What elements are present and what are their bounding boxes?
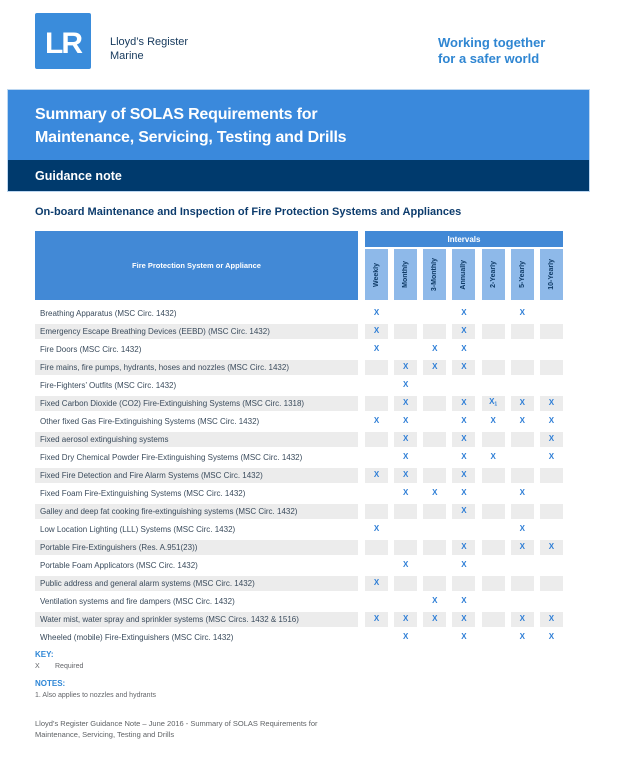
interval-mark-cell bbox=[482, 594, 505, 609]
system-name-cell: Fixed Foam Fire-Extinguishing Systems (MSC Circ. 1432) bbox=[40, 488, 246, 498]
system-column-header: Fire Protection System or Appliance bbox=[35, 231, 358, 300]
interval-marks bbox=[365, 448, 563, 466]
interval-mark-cell bbox=[540, 432, 563, 447]
required-mark: $X_1$ bbox=[489, 397, 498, 408]
interval-mark-cell bbox=[394, 612, 417, 627]
interval-mark-cell bbox=[511, 504, 534, 519]
required-mark: X bbox=[373, 524, 380, 533]
interval-mark-cell bbox=[452, 630, 475, 645]
interval-mark-cell bbox=[482, 522, 505, 537]
interval-mark-cell bbox=[482, 396, 505, 411]
system-name-cell: Emergency Escape Breathing Devices (EEBD) (MSC Circ. 1432) bbox=[35, 324, 358, 339]
interval-marks bbox=[365, 322, 563, 340]
interval-mark-cell bbox=[365, 540, 388, 555]
required-mark: X bbox=[461, 452, 467, 461]
required-mark: X bbox=[432, 596, 438, 605]
interval-mark-cell bbox=[394, 324, 417, 339]
interval-mark-cell bbox=[365, 324, 388, 339]
system-name-cell: Wheeled (mobile) Fire-Extinguishers (MSC Circ. 1432) bbox=[40, 632, 234, 642]
interval-mark-cell bbox=[452, 342, 475, 357]
required-mark: X bbox=[461, 416, 467, 425]
interval-mark-cell bbox=[394, 522, 417, 537]
table-row bbox=[35, 502, 563, 520]
title-banner bbox=[8, 90, 589, 160]
document-title bbox=[8, 90, 589, 149]
required-mark: X bbox=[548, 452, 555, 461]
interval-column-label: Annually bbox=[460, 259, 468, 290]
interval-mark-cell bbox=[423, 612, 446, 627]
interval-mark-cell bbox=[452, 576, 475, 591]
table-row bbox=[35, 448, 563, 466]
interval-mark-cell bbox=[394, 576, 417, 591]
interval-mark-cell bbox=[423, 414, 446, 429]
required-mark: X bbox=[461, 596, 467, 605]
interval-mark-cell bbox=[452, 486, 475, 501]
interval-mark-cell bbox=[423, 576, 446, 591]
system-name-cell: Public address and general alarm systems (MSC Circ. 1432) bbox=[35, 576, 358, 591]
interval-mark-cell bbox=[365, 612, 388, 627]
interval-mark-cell bbox=[394, 360, 417, 375]
interval-marks bbox=[365, 304, 563, 322]
interval-mark-cell bbox=[365, 630, 388, 645]
key-meaning: Required bbox=[55, 663, 84, 670]
table-row bbox=[35, 358, 563, 376]
table-row bbox=[35, 538, 563, 556]
interval-mark-cell bbox=[452, 360, 475, 375]
interval-mark-cell bbox=[365, 306, 388, 321]
interval-mark-cell bbox=[511, 396, 534, 411]
required-mark: X bbox=[548, 632, 555, 641]
required-mark: X bbox=[519, 614, 525, 623]
interval-mark-cell bbox=[394, 486, 417, 501]
required-mark: X bbox=[519, 398, 525, 407]
required-mark: X bbox=[461, 326, 467, 335]
interval-column-header bbox=[423, 249, 446, 300]
system-name-cell: Other fixed Gas Fire-Extinguishing Systems (MSC Circ. 1432) bbox=[40, 416, 260, 426]
tagline-line1: Working together bbox=[438, 35, 546, 50]
system-name-cell: Low Location Lighting (LLL) Systems (MSC Circ. 1432) bbox=[40, 524, 236, 534]
required-mark: X bbox=[373, 308, 380, 317]
key-label: KEY: bbox=[35, 650, 54, 659]
interval-mark-cell bbox=[394, 594, 417, 609]
key-entry bbox=[35, 663, 83, 670]
interval-mark-cell bbox=[511, 522, 534, 537]
interval-column-label: 10-Yearly bbox=[547, 259, 555, 290]
system-name-cell: Fire mains, fire pumps, hydrants, hoses and nozzles (MSC Circ. 1432) bbox=[35, 360, 358, 375]
table-row bbox=[35, 592, 563, 610]
interval-mark-cell bbox=[423, 342, 446, 357]
interval-marks bbox=[365, 412, 563, 430]
interval-mark-cell bbox=[394, 540, 417, 555]
interval-mark-cell bbox=[482, 378, 505, 393]
guidance-note-bar: Guidance note bbox=[8, 160, 589, 191]
interval-column-header bbox=[365, 249, 388, 300]
title-banner-group bbox=[8, 90, 589, 191]
lloyds-register-logo bbox=[35, 13, 91, 69]
interval-mark-cell bbox=[423, 432, 446, 447]
interval-mark-cell bbox=[540, 450, 563, 465]
required-mark: X bbox=[402, 380, 409, 389]
required-mark: X bbox=[373, 578, 380, 587]
required-mark: X bbox=[519, 632, 525, 641]
interval-mark-cell bbox=[482, 630, 505, 645]
interval-mark-cell bbox=[365, 342, 388, 357]
required-mark: X bbox=[402, 560, 409, 569]
system-name-cell: Fixed Carbon Dioxide (CO2) Fire-Extinguishing Systems (MSC Circ. 1318) bbox=[35, 396, 358, 411]
interval-mark-cell bbox=[540, 306, 563, 321]
interval-mark-cell bbox=[482, 612, 505, 627]
interval-mark-cell bbox=[511, 306, 534, 321]
system-name-cell: Fixed Fire Detection and Fire Alarm Systems (MSC Circ. 1432) bbox=[35, 468, 358, 483]
table-row bbox=[35, 484, 563, 502]
interval-mark-cell bbox=[540, 324, 563, 339]
interval-column-header bbox=[452, 249, 475, 300]
interval-marks bbox=[365, 502, 563, 520]
interval-mark-cell bbox=[365, 378, 388, 393]
interval-mark-cell bbox=[540, 594, 563, 609]
interval-mark-cell bbox=[482, 486, 505, 501]
required-mark: X bbox=[373, 326, 380, 335]
table-row bbox=[35, 430, 563, 448]
interval-mark-cell bbox=[394, 306, 417, 321]
interval-mark-cell bbox=[540, 630, 563, 645]
interval-marks bbox=[365, 628, 563, 646]
required-mark: X bbox=[402, 470, 409, 479]
table-row bbox=[35, 376, 563, 394]
interval-mark-cell bbox=[482, 414, 505, 429]
interval-column-label: 5-Yearly bbox=[518, 261, 526, 288]
table-row bbox=[35, 322, 563, 340]
interval-marks bbox=[365, 538, 563, 556]
interval-column-headers bbox=[365, 249, 563, 300]
interval-mark-cell bbox=[511, 324, 534, 339]
required-mark: X bbox=[432, 362, 438, 371]
interval-mark-cell bbox=[423, 594, 446, 609]
required-mark: X bbox=[402, 398, 409, 407]
interval-marks bbox=[365, 340, 563, 358]
interval-mark-cell bbox=[394, 504, 417, 519]
system-name-cell: Fixed aerosol extinguishing systems bbox=[35, 432, 358, 447]
system-name-cell: Portable Fire-Extinguishers (Res. A.951(23)) bbox=[35, 540, 358, 555]
required-mark: X bbox=[519, 416, 525, 425]
interval-marks bbox=[365, 394, 563, 412]
table-row bbox=[35, 304, 563, 322]
system-name-cell: Fire Doors (MSC Circ. 1432) bbox=[40, 344, 142, 354]
interval-mark-cell bbox=[511, 630, 534, 645]
interval-mark-cell bbox=[365, 504, 388, 519]
interval-mark-cell bbox=[423, 558, 446, 573]
interval-marks bbox=[365, 484, 563, 502]
required-mark: X bbox=[548, 416, 555, 425]
required-mark: X bbox=[373, 344, 380, 353]
interval-mark-cell bbox=[365, 594, 388, 609]
interval-mark-cell bbox=[394, 432, 417, 447]
required-mark: X bbox=[548, 434, 555, 443]
interval-mark-cell bbox=[365, 558, 388, 573]
interval-mark-cell bbox=[540, 576, 563, 591]
interval-mark-cell bbox=[452, 504, 475, 519]
interval-mark-cell bbox=[452, 450, 475, 465]
interval-mark-cell bbox=[511, 360, 534, 375]
interval-mark-cell bbox=[394, 468, 417, 483]
system-name-cell: Water mist, water spray and sprinkler systems (MSC Circs. 1432 & 1516) bbox=[35, 612, 358, 627]
interval-mark-cell bbox=[452, 558, 475, 573]
interval-mark-cell bbox=[365, 360, 388, 375]
required-mark: X bbox=[461, 614, 467, 623]
required-mark: X bbox=[432, 488, 438, 497]
system-name-cell: Portable Foam Applicators (MSC Circ. 1432) bbox=[40, 560, 198, 570]
required-mark: X bbox=[402, 416, 409, 425]
interval-mark-cell bbox=[394, 414, 417, 429]
interval-marks bbox=[365, 592, 563, 610]
interval-mark-cell bbox=[540, 414, 563, 429]
svg-text:LR: LR bbox=[45, 27, 81, 60]
required-mark: X bbox=[519, 488, 525, 497]
required-mark: X bbox=[402, 632, 409, 641]
required-mark: X bbox=[461, 506, 467, 515]
interval-mark-cell bbox=[511, 378, 534, 393]
interval-mark-cell bbox=[365, 486, 388, 501]
footer bbox=[35, 718, 318, 740]
interval-marks bbox=[365, 574, 563, 592]
interval-column-label: 3-Monthly bbox=[431, 257, 439, 292]
table-row bbox=[35, 520, 563, 538]
interval-mark-cell bbox=[365, 576, 388, 591]
interval-mark-cell bbox=[423, 486, 446, 501]
footer-line2: Maintenance, Servicing, Testing and Drills bbox=[35, 730, 175, 739]
required-mark: X bbox=[461, 308, 467, 317]
interval-mark-cell bbox=[394, 342, 417, 357]
interval-mark-cell bbox=[423, 360, 446, 375]
table-row bbox=[35, 628, 563, 646]
interval-mark-cell bbox=[365, 522, 388, 537]
required-mark: X bbox=[461, 632, 467, 641]
interval-mark-cell bbox=[365, 468, 388, 483]
required-mark: X bbox=[402, 614, 409, 623]
required-mark: X bbox=[461, 560, 467, 569]
required-mark: X bbox=[461, 542, 467, 551]
required-mark: X bbox=[461, 362, 467, 371]
required-mark: X bbox=[402, 434, 409, 443]
interval-marks bbox=[365, 376, 563, 394]
table-header bbox=[35, 231, 563, 300]
required-mark: X bbox=[461, 434, 467, 443]
interval-mark-cell bbox=[482, 576, 505, 591]
document-title-line2: Maintenance, Servicing, Testing and Drills bbox=[35, 129, 347, 146]
system-name-cell: Ventilation systems and fire dampers (MSC Circ. 1432) bbox=[40, 596, 235, 606]
interval-column-header bbox=[482, 249, 505, 300]
table-body bbox=[35, 304, 563, 646]
interval-mark-cell bbox=[365, 414, 388, 429]
interval-mark-cell bbox=[452, 414, 475, 429]
interval-mark-cell bbox=[540, 558, 563, 573]
required-mark: X bbox=[461, 398, 467, 407]
interval-mark-cell bbox=[423, 306, 446, 321]
interval-mark-cell bbox=[452, 594, 475, 609]
interval-mark-cell bbox=[511, 414, 534, 429]
interval-column-label: Monthly bbox=[402, 261, 410, 288]
interval-mark-cell bbox=[452, 378, 475, 393]
interval-mark-cell bbox=[511, 432, 534, 447]
interval-mark-cell bbox=[511, 486, 534, 501]
interval-mark-cell bbox=[423, 630, 446, 645]
interval-mark-cell bbox=[423, 522, 446, 537]
interval-mark-cell bbox=[511, 342, 534, 357]
interval-marks bbox=[365, 430, 563, 448]
required-mark: X bbox=[373, 416, 380, 425]
interval-mark-cell bbox=[511, 612, 534, 627]
required-mark: X bbox=[548, 614, 555, 623]
brand-name-line1: Lloyd’s Register bbox=[110, 36, 189, 48]
system-name-cell: Galley and deep fat cooking fire-extinguishing systems (MSC Circ. 1432) bbox=[35, 504, 358, 519]
lr-monogram-icon bbox=[35, 13, 91, 69]
required-mark: X bbox=[548, 398, 555, 407]
required-mark: X bbox=[548, 542, 555, 551]
required-mark: X bbox=[519, 308, 525, 317]
interval-mark-cell bbox=[540, 342, 563, 357]
interval-marks bbox=[365, 520, 563, 538]
required-mark: X bbox=[461, 344, 467, 353]
interval-mark-cell bbox=[482, 342, 505, 357]
brand-name-line2: Marine bbox=[110, 50, 144, 62]
interval-mark-cell bbox=[511, 540, 534, 555]
interval-mark-cell bbox=[423, 378, 446, 393]
required-mark: X bbox=[519, 524, 525, 533]
interval-mark-cell bbox=[423, 504, 446, 519]
system-name-cell: Fixed Dry Chemical Powder Fire-Extinguishing Systems (MSC Circ. 1432) bbox=[40, 452, 303, 462]
interval-mark-cell bbox=[365, 450, 388, 465]
interval-mark-cell bbox=[452, 540, 475, 555]
table-row bbox=[35, 412, 563, 430]
table-row bbox=[35, 610, 563, 628]
interval-mark-cell bbox=[423, 396, 446, 411]
interval-mark-cell bbox=[482, 306, 505, 321]
interval-mark-cell bbox=[423, 450, 446, 465]
interval-column-header bbox=[540, 249, 563, 300]
note-item: 1. Also applies to nozzles and hydrants bbox=[35, 692, 157, 699]
interval-mark-cell bbox=[482, 360, 505, 375]
brand-name bbox=[110, 35, 188, 63]
interval-marks bbox=[365, 466, 563, 484]
interval-mark-cell bbox=[423, 468, 446, 483]
key-symbol: X bbox=[35, 663, 40, 670]
table-row bbox=[35, 556, 563, 574]
table-row bbox=[35, 466, 563, 484]
interval-mark-cell bbox=[452, 306, 475, 321]
interval-mark-cell bbox=[482, 324, 505, 339]
required-mark: X bbox=[490, 452, 496, 461]
interval-mark-cell bbox=[394, 396, 417, 411]
interval-mark-cell bbox=[365, 396, 388, 411]
interval-mark-cell bbox=[482, 558, 505, 573]
interval-column-label: Weekly bbox=[373, 262, 380, 287]
required-mark: X bbox=[373, 470, 380, 479]
interval-mark-cell bbox=[423, 324, 446, 339]
interval-mark-cell bbox=[452, 324, 475, 339]
interval-mark-cell bbox=[482, 450, 505, 465]
interval-mark-cell bbox=[452, 612, 475, 627]
required-mark: X bbox=[402, 488, 409, 497]
brand-tagline bbox=[438, 35, 545, 67]
intervals-header-group bbox=[365, 231, 563, 300]
required-mark: X bbox=[402, 362, 409, 371]
interval-mark-cell bbox=[540, 378, 563, 393]
required-mark: X bbox=[490, 416, 496, 425]
interval-mark-cell bbox=[394, 630, 417, 645]
table-row bbox=[35, 574, 563, 592]
interval-mark-cell bbox=[540, 360, 563, 375]
system-name-cell: Fire-Fighters’ Outfits (MSC Circ. 1432) bbox=[40, 380, 177, 390]
system-name-cell: Breathing Apparatus (MSC Circ. 1432) bbox=[40, 308, 177, 318]
interval-marks bbox=[365, 556, 563, 574]
intervals-header: Intervals bbox=[365, 231, 563, 247]
interval-mark-cell bbox=[452, 468, 475, 483]
required-mark: X bbox=[402, 452, 409, 461]
interval-mark-cell bbox=[540, 522, 563, 537]
interval-mark-cell bbox=[540, 504, 563, 519]
interval-marks bbox=[365, 358, 563, 376]
interval-column-label: 2-Yearly bbox=[489, 261, 497, 288]
interval-mark-cell bbox=[482, 540, 505, 555]
table-row bbox=[35, 394, 563, 412]
required-mark: X bbox=[461, 488, 467, 497]
interval-mark-cell bbox=[540, 612, 563, 627]
interval-mark-cell bbox=[511, 558, 534, 573]
interval-mark-cell bbox=[540, 396, 563, 411]
interval-mark-cell bbox=[540, 468, 563, 483]
tagline-line2: for a safer world bbox=[438, 51, 540, 66]
table-row bbox=[35, 340, 563, 358]
interval-mark-cell bbox=[394, 450, 417, 465]
required-mark: X bbox=[461, 470, 467, 479]
interval-mark-cell bbox=[452, 396, 475, 411]
required-mark: X bbox=[519, 542, 525, 551]
required-mark: X bbox=[373, 614, 380, 623]
interval-mark-cell bbox=[540, 540, 563, 555]
interval-mark-cell bbox=[394, 558, 417, 573]
interval-mark-cell bbox=[511, 576, 534, 591]
interval-mark-cell bbox=[482, 468, 505, 483]
interval-mark-cell bbox=[482, 504, 505, 519]
interval-mark-cell bbox=[540, 486, 563, 501]
interval-mark-cell bbox=[394, 378, 417, 393]
interval-mark-cell bbox=[482, 432, 505, 447]
document-title-line1: Summary of SOLAS Requirements for bbox=[35, 106, 318, 123]
interval-mark-cell bbox=[452, 522, 475, 537]
interval-mark-cell bbox=[511, 450, 534, 465]
notes-label: NOTES: bbox=[35, 679, 66, 688]
footer-line1: Lloyd’s Register Guidance Note – June 2016 - Summary of SOLAS Requirements for bbox=[35, 719, 318, 728]
interval-column-header bbox=[511, 249, 534, 300]
interval-mark-cell bbox=[365, 432, 388, 447]
interval-marks bbox=[365, 610, 563, 628]
interval-mark-cell bbox=[423, 540, 446, 555]
required-mark: X bbox=[432, 614, 438, 623]
interval-column-header bbox=[394, 249, 417, 300]
interval-mark-cell bbox=[511, 468, 534, 483]
required-mark: X bbox=[432, 344, 438, 353]
interval-mark-cell bbox=[511, 594, 534, 609]
section-heading: On-board Maintenance and Inspection of Fire Protection Systems and Appliances bbox=[35, 206, 462, 218]
interval-mark-cell bbox=[452, 432, 475, 447]
